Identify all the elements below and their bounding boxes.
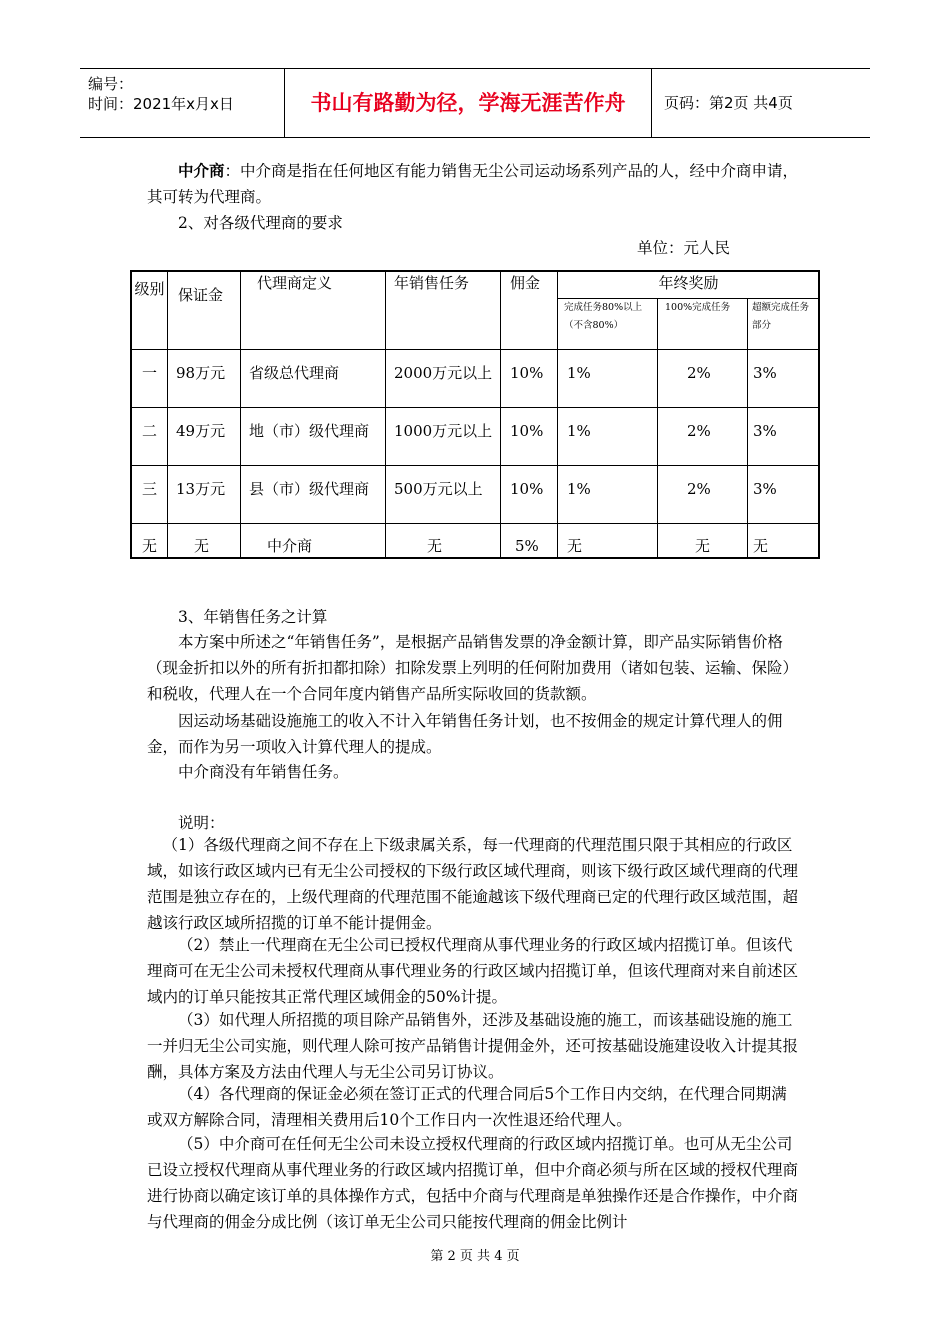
- row1-bonus-100: 2%: [687, 364, 711, 382]
- note-1: （1）各级代理商之间不存在上下级隶属关系，每一代理商的代理范围只限于其相应的行政区域，如该行政区域内已有无尘公司授权的下级行政区域代理商，则该下级行政区域代理商的代理范围是独立存在的，上级代理商的代理范围不能逾越该下级代理商已定的代理行政区域范围，超越该行政区域所招揽的订单不能计提佣金。: [147, 836, 799, 932]
- note-3: （3）如代理人所招揽的项目除产品销售外，还涉及基础设施的施工，而该基础设施的施工一并归无尘公司实施，则代理人除可按产品销售计提佣金外，还可按基础设施建设收入计提其报酬，具体方案及方法由代理人与无尘公司另订协议。: [147, 1011, 799, 1081]
- row1-sales-task: 2000万元以上: [394, 364, 493, 382]
- row1-definition: 省级总代理商: [249, 364, 340, 382]
- row3-bonus-100: 2%: [687, 480, 711, 498]
- row1-bonus-80: 1%: [567, 364, 591, 382]
- header-definition: 代理商定义: [257, 274, 333, 292]
- row2-commission: 10%: [510, 422, 544, 440]
- row4-level: 无: [141, 537, 157, 555]
- row4-bonus-80: 无: [567, 537, 583, 555]
- section3-title: 3、年销售任务之计算: [178, 608, 328, 626]
- row4-bonus-excess: 无: [753, 537, 769, 555]
- header-bonus: 年终奖励: [658, 274, 719, 292]
- row3-level: 三: [141, 480, 157, 498]
- row3-deposit: 13万元: [176, 480, 226, 498]
- row3-bonus-80: 1%: [567, 480, 591, 498]
- row1-commission: 10%: [510, 364, 544, 382]
- header-bonus-80: 完成任务80%以上（不含80%）: [564, 302, 643, 331]
- intro-paragraph: [147, 158, 802, 210]
- intro-term: 中介商: [178, 161, 225, 180]
- row1-bonus-excess: 3%: [753, 364, 777, 382]
- row2-deposit: 49万元: [176, 422, 226, 440]
- header-level: 级别: [134, 280, 165, 298]
- row1-level: 一: [141, 364, 157, 382]
- date-label: 时间：2021年x月x日: [88, 95, 234, 113]
- section2-title: 2、对各级代理商的要求: [178, 214, 343, 232]
- notes-title: 说明：: [178, 814, 225, 832]
- row4-bonus-100: 无: [695, 537, 711, 555]
- number-label: 编号：: [88, 75, 134, 93]
- row2-definition: 地（市）级代理商: [249, 422, 370, 440]
- row1-deposit: 98万元: [176, 364, 226, 382]
- row2-bonus-80: 1%: [567, 422, 591, 440]
- row2-bonus-excess: 3%: [753, 422, 777, 440]
- unit-label: 单位：元人民: [637, 239, 731, 257]
- header-commission: 佣金: [510, 274, 541, 292]
- header-meta: [80, 69, 285, 137]
- row4-deposit: 无: [194, 537, 210, 555]
- section3-paragraph-3: 中介商没有年销售任务。: [178, 763, 349, 781]
- row3-commission: 10%: [510, 480, 544, 498]
- page-indicator: 页码：第2页 共4页: [664, 94, 793, 112]
- note-5: （5）中介商可在任何无尘公司未设立授权代理商的行政区域内招揽订单。也可从无尘公司已设立授权代理商从事代理业务的行政区域内招揽订单，但中介商必须与所在区域的授权代理商进行协商以确定该订单的具体操作方式，包括中介商与代理商是单独操作还是合作操作，中介商与代理商的佣金分成比例（该订单无尘公司只能按代理商的佣金比例计: [147, 1135, 799, 1231]
- row3-sales-task: 500万元以上: [394, 480, 483, 498]
- note-4: （4）各代理商的保证金必须在签订正式的代理合同后5个工作日内交纳，在代理合同期满或双方解除合同，清理相关费用后10个工作日内一次性退还给代理人。: [147, 1085, 787, 1129]
- row2-bonus-100: 2%: [687, 422, 711, 440]
- row3-definition: 县（市）级代理商: [249, 480, 370, 498]
- motto: 书山有路勤为径，学海无涯苦作舟: [285, 69, 652, 137]
- note-2: （2）禁止一代理商在无尘公司已授权代理商从事代理业务的行政区域内招揽订单。但该代理商可在无尘公司未授权代理商从事代理业务的行政区域内招揽订单，但该代理商对来自前述区域内的订单只能按其正常代理区域佣金的50%计提。: [147, 936, 799, 1006]
- row4-definition: 中介商: [267, 537, 313, 555]
- intro-text: ：中介商是指在任何地区有能力销售无尘公司运动场系列产品的人，经中介商申请，其可转为代理商。: [147, 162, 799, 206]
- row3-bonus-excess: 3%: [753, 480, 777, 498]
- section3-paragraph-2: 因运动场基础设施施工的收入不计入年销售任务计划，也不按佣金的规定计算代理人的佣金，而作为另一项收入计算代理人的提成。: [147, 712, 783, 756]
- page-footer: 第 2 页 共 4 页: [430, 1249, 520, 1264]
- row4-sales-task: 无: [427, 537, 443, 555]
- header-bonus-100: 100%完成任务: [665, 302, 731, 313]
- row2-sales-task: 1000万元以上: [394, 422, 493, 440]
- section3-paragraph-1: 本方案中所述之“年销售任务”，是根据产品销售发票的净金额计算，即产品实际销售价格（现金折扣以外的所有折扣都扣除）扣除发票上列明的任何附加费用（诸如包装、运输、保险）和税收，代理人在一个合同年度内销售产品所实际收回的货款额。: [147, 633, 799, 703]
- row2-level: 二: [141, 422, 157, 440]
- row4-commission: 5%: [515, 537, 539, 555]
- header-sales-task: 年销售任务: [394, 274, 470, 292]
- page-header: [80, 68, 870, 138]
- header-bonus-excess: 超额完成任务部分: [752, 302, 810, 331]
- agent-requirements-table: [130, 270, 820, 559]
- header-deposit: 保证金: [178, 286, 224, 304]
